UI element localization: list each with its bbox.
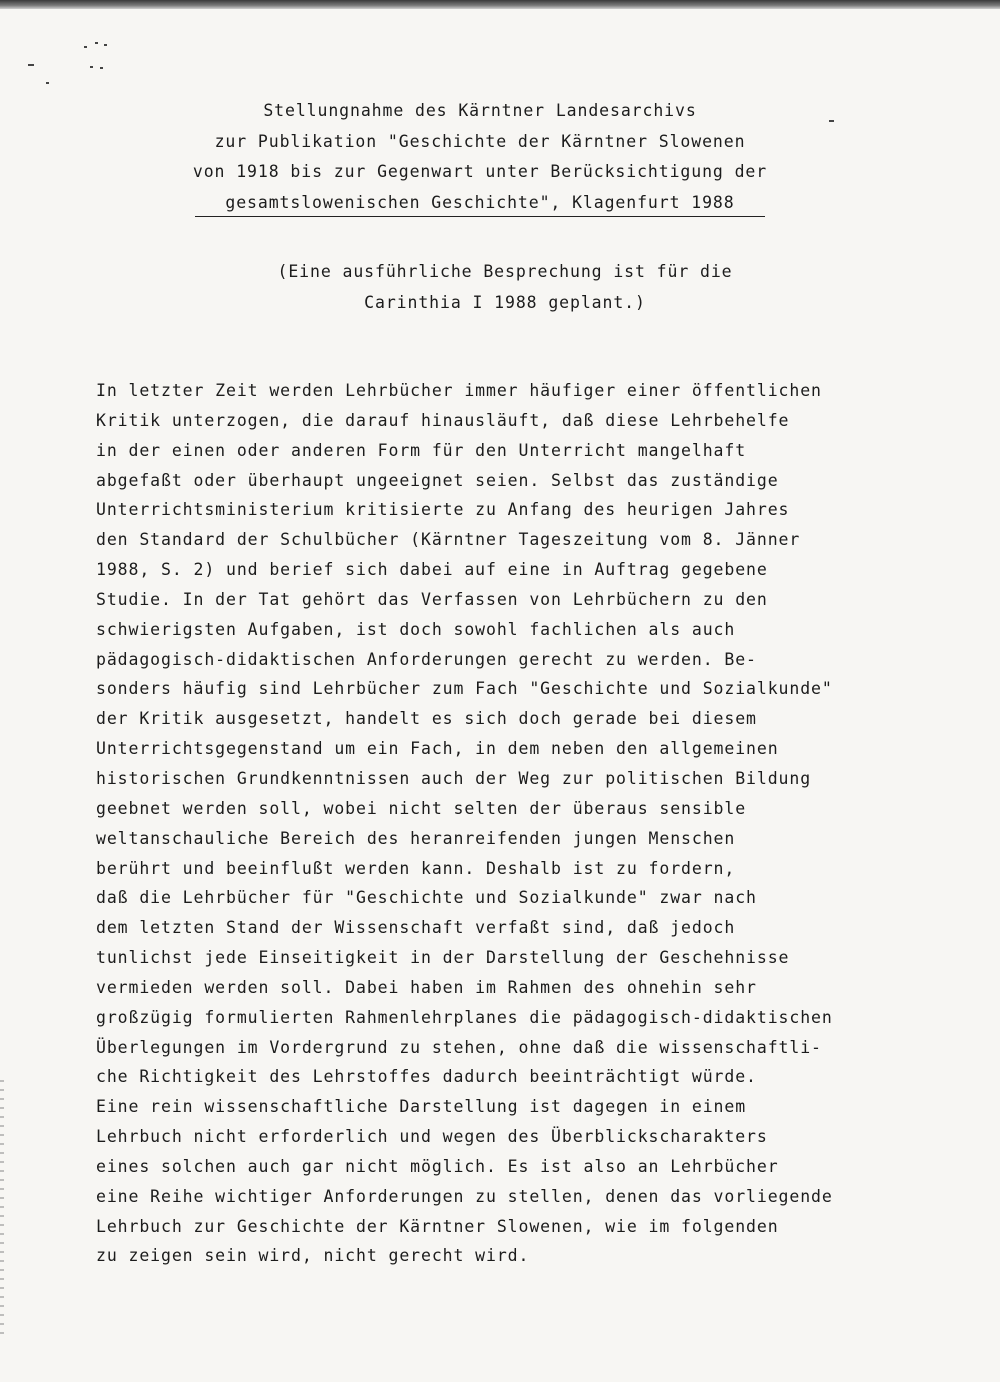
body-line: daß die Lehrbücher für "Geschichte und Sozialkunde" zwar nach: [96, 888, 757, 908]
review-note: [200, 256, 810, 318]
note-line: (Eine ausführliche Besprechung ist für die: [277, 262, 733, 281]
body-line: zu zeigen sein wird, nicht gerecht wird.: [96, 1246, 530, 1266]
body-line: den Standard der Schulbücher (Kärntner Tageszeitung vom 8. Jänner: [96, 530, 801, 550]
body-line: Kritik unterzogen, die darauf hinausläuft, daß diese Lehrbehelfe: [96, 410, 790, 430]
heading-line: von 1918 bis zur Gegenwart unter Berücksichtigung der: [192, 162, 768, 181]
body-line: abgefaßt oder überhaupt ungeeignet seien. Selbst das zuständige: [96, 470, 779, 490]
body-line: Eine rein wissenschaftliche Darstellung ist dagegen in einem: [96, 1097, 747, 1117]
body-line: Lehrbuch zur Geschichte der Kärntner Slowenen, wie im folgenden: [96, 1216, 779, 1236]
body-line: berührt und beeinflußt werden kann. Deshalb ist zu fordern,: [96, 858, 736, 878]
body-line: weltanschauliche Bereich des heranreifenden jungen Menschen: [96, 828, 736, 848]
body-line: schwierigsten Aufgaben, ist doch sowohl fachlichen als auch: [96, 619, 736, 639]
body-paragraph: [96, 376, 936, 1271]
body-line: großzügig formulierten Rahmenlehrplanes die pädagogisch-didaktischen: [96, 1007, 833, 1027]
body-line: historischen Grundkenntnissen auch der Weg zur politischen Bildung: [96, 768, 812, 788]
heading-line: zur Publikation "Geschichte der Kärntner Slowenen: [214, 131, 746, 151]
heading-line: Stellungnahme des Kärntner Landesarchivs: [263, 101, 697, 120]
body-line: pädagogisch-didaktischen Anforderungen gerecht zu werden. Be-: [96, 649, 757, 669]
body-line: che Richtigkeit des Lehrstoffes dadurch beeinträchtigt würde.: [96, 1067, 757, 1087]
heading-line-underlined: gesamtslowenischen Geschichte", Klagenfurt 1988: [195, 190, 764, 217]
scan-left-edge: [0, 1080, 4, 1340]
body-line: dem letzten Stand der Wissenschaft verfaßt sind, daß jedoch: [96, 918, 736, 938]
body-line: Studie. In der Tat gehört das Verfassen von Lehrbüchern zu den: [96, 589, 768, 609]
body-line: tunlichst jede Einseitigkeit in der Darstellung der Geschehnisse: [96, 948, 790, 968]
scan-top-edge: [0, 0, 1000, 9]
body-line: Lehrbuch nicht erforderlich und wegen des Überblickscharakters: [96, 1127, 768, 1147]
body-line: sonders häufig sind Lehrbücher zum Fach "Geschichte und Sozialkunde": [96, 679, 833, 699]
body-line: in der einen oder anderen Form für den Unterricht mangelhaft: [96, 440, 747, 460]
body-line: Unterrichtsgegenstand um ein Fach, in dem neben den allgemeinen: [96, 739, 779, 759]
body-line: 1988, S. 2) und berief sich dabei auf eine in Auftrag gegebene: [96, 560, 768, 580]
body-line: Überlegungen im Vordergrund zu stehen, ohne daß die wissenschaftli-: [96, 1037, 822, 1057]
body-line: eines solchen auch gar nicht möglich. Es ist also an Lehrbücher: [96, 1156, 779, 1176]
body-line: Unterrichtsministerium kritisierte zu Anfang des heurigen Jahres: [96, 500, 790, 520]
note-line: Carinthia I 1988 geplant.): [364, 293, 646, 312]
body-line: vermieden werden soll. Dabei haben im Rahmen des ohnehin sehr: [96, 977, 757, 997]
body-line: der Kritik ausgesetzt, handelt es sich doch gerade bei diesem: [96, 709, 757, 729]
body-line: eine Reihe wichtiger Anforderungen zu stellen, denen das vorliegende: [96, 1186, 833, 1206]
body-line: geebnet werden soll, wobei nicht selten der überaus sensible: [96, 798, 747, 818]
document-heading: [120, 96, 840, 218]
body-line: In letzter Zeit werden Lehrbücher immer häufiger einer öffentlichen: [96, 381, 822, 400]
